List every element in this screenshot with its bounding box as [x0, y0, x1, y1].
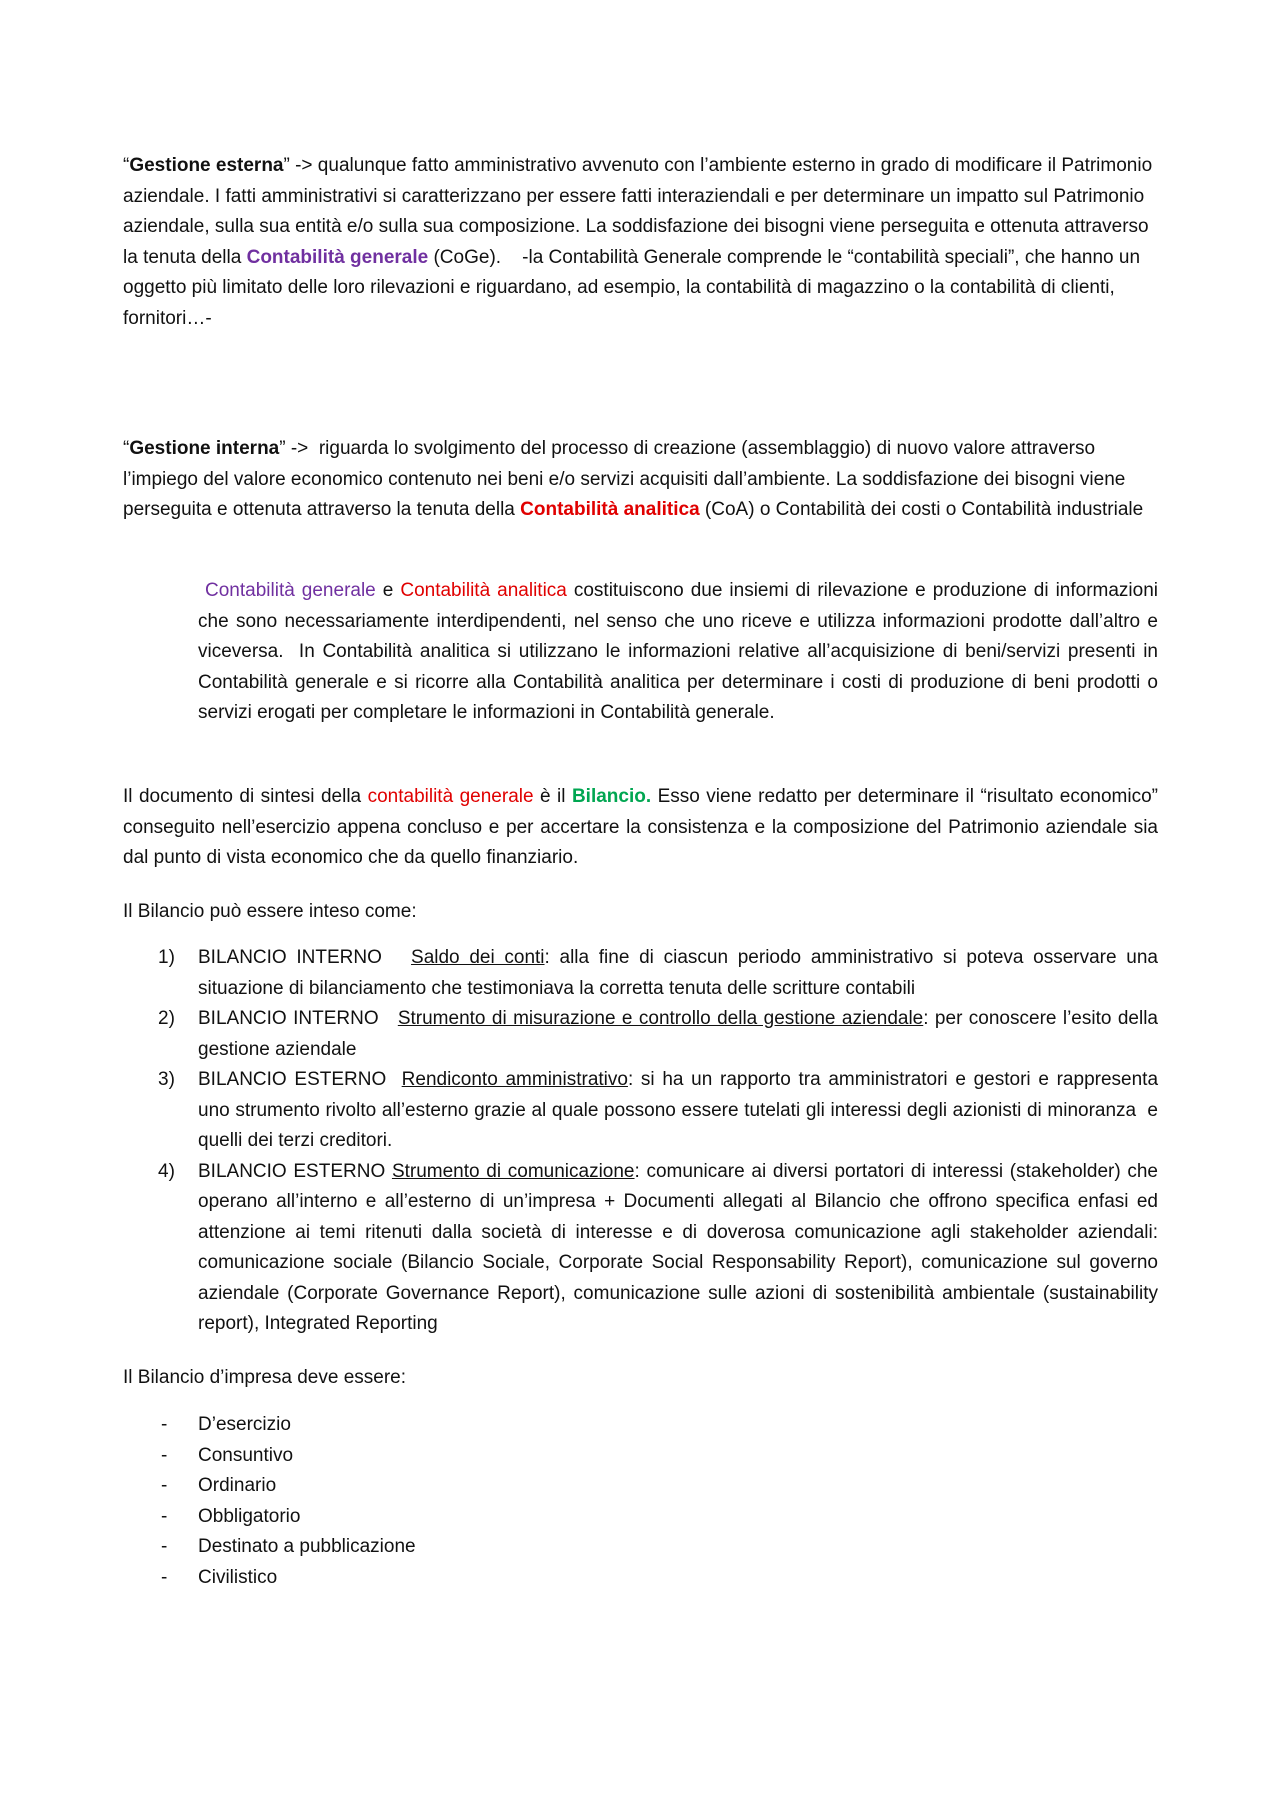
- bilancio-kind: BILANCIO INTERNO: [198, 947, 382, 968]
- highlight-contabilita-generale-red: contabilità generale: [367, 786, 534, 807]
- paragraph-text: (CoA) o Contabilità dei costi o Contabilità industriale: [699, 499, 1144, 520]
- paragraph-bilancio-deve-essere: Il Bilancio d’impresa deve essere:: [123, 1367, 407, 1388]
- list-item: [123, 1410, 1158, 1441]
- term-gestione-interna: Gestione interna: [129, 438, 280, 459]
- bilancio-types-list: [123, 943, 1158, 1340]
- paragraph-bilancio-inteso: Il Bilancio può essere inteso come:: [123, 901, 417, 922]
- bilancio-kind: BILANCIO ESTERNO: [198, 1069, 387, 1090]
- paragraph-documento-sintesi: [123, 782, 1158, 874]
- bilancio-description: : si ha un rapporto tra amministratori e gestori e rappresenta uno strumento rivolto all’esterno grazie al quale possono essere tutelati gli interessi degli azionisti di minoranza e quelli dei terzi creditori.: [198, 1069, 1159, 1151]
- paragraph-text: ” -> qualunque fatto amministrativo avvenuto con l’ambiente esterno in grado di modificare il Patrimonio aziendale. I fatti amministrativi si caratterizzano per essere fatti interaziendali e per determinare un impatto sul Patrimonio aziendale, sulla sua entità e/o sulla sua composizione. La soddisfazione dei bisogni viene perseguita e ottenuta attraverso la tenuta della: [123, 155, 1153, 268]
- list-item: [123, 1502, 1158, 1533]
- paragraph-text: (CoGe). -la Contabilità Generale comprende le “contabilità speciali”, che hanno un oggetto più limitato delle loro rilevazioni e riguardano, ad esempio, la contabilità di magazzino o la contabilità di clienti, fornitori…-: [123, 246, 1141, 329]
- list-item: [123, 943, 1158, 1004]
- paragraph-text: è il: [533, 786, 572, 807]
- spacer: [379, 1008, 398, 1029]
- list-item-text: Consuntivo: [198, 1444, 294, 1466]
- spacer: [385, 1161, 392, 1182]
- list-item-text: Ordinario: [198, 1475, 277, 1496]
- list-item: [123, 1532, 1158, 1563]
- conjunction: e: [375, 580, 401, 601]
- list-item: [123, 1004, 1158, 1065]
- paragraph-text: Il documento di sintesi della: [123, 786, 368, 807]
- term-gestione-esterna: Gestione esterna: [129, 155, 284, 176]
- paragraph-interdipendenza: [198, 576, 1158, 729]
- dash-bullet: -: [161, 1505, 168, 1527]
- dash-bullet: -: [161, 1414, 168, 1435]
- dash-bullet: -: [161, 1444, 168, 1466]
- list-item: [123, 1563, 1158, 1594]
- bilancio-title: Strumento di comunicazione: [391, 1160, 635, 1182]
- term-contabilita-generale: Contabilità generale: [205, 580, 376, 601]
- list-item: [123, 1157, 1158, 1340]
- highlight-bilancio: Bilancio.: [571, 786, 652, 807]
- list-number: 3): [158, 1069, 175, 1090]
- paragraph-gestione-interna: [123, 434, 1158, 526]
- list-item: [123, 1441, 1158, 1472]
- list-number: 4): [158, 1160, 175, 1182]
- list-item-text: Obbligatorio: [198, 1505, 301, 1527]
- term-contabilita-analitica: Contabilità analitica: [400, 580, 567, 601]
- bilancio-kind: BILANCIO ESTERNO: [198, 1160, 386, 1182]
- requisiti-list: [123, 1410, 1158, 1593]
- paragraph-text: ” -> riguarda lo svolgimento del processo di creazione (assemblaggio) di nuovo valore attraverso l’impiego del valore economico contenuto nei beni e/o servizi acquisiti dall’ambiente. La soddisfazione dei bisogni viene perseguita e ottenuta attraverso la tenuta della: [123, 438, 1126, 520]
- list-item: [123, 1471, 1158, 1502]
- list-item-text: D’esercizio: [198, 1414, 291, 1435]
- list-item-text: Civilistico: [198, 1566, 278, 1588]
- paragraph-text: costituiscono due insiemi di rilevazione e produzione di informazioni che sono necessariamente interdipendenti, nel senso che uno riceve e utilizza informazioni prodotte dall’altro e viceversa. In Contabilità analitica si utilizzano le informazioni relative all’acquisizione di beni/servizi presenti in Contabilità generale e si ricorre alla Contabilità analitica per determinare i costi di produzione di beni prodotti o servizi erogati per completare le informazioni in Contabilità generale.: [198, 580, 1159, 723]
- open-quote: “: [123, 438, 130, 459]
- spacer: [382, 947, 411, 968]
- list-item-text: Destinato a pubblicazione: [198, 1536, 416, 1557]
- bilancio-title: Strumento di misurazione e controllo della gestione aziendale: [397, 1008, 924, 1029]
- bilancio-title: Saldo dei conti: [411, 947, 545, 968]
- spacer: [386, 1069, 401, 1090]
- bilancio-description: : per conoscere l’esito della gestione aziendale: [198, 1008, 1158, 1060]
- list-number: 1): [158, 947, 175, 968]
- dash-bullet: -: [161, 1566, 168, 1588]
- highlight-contabilita-generale: Contabilità generale: [246, 246, 429, 268]
- bilancio-description: : comunicare ai diversi portatori di interessi (stakeholder) che operano all’interno e all’esterno di un’impresa + Documenti allegati al Bilancio che offrono specifica enfasi ed attenzione ai temi ritenuti dalla società di interesse e di doverosa comunicazione agli stakeholder aziendali: comunicazione sociale (Bilancio Sociale, Corporate Social Responsability Report), comunicazione sul governo aziendale (Corporate Governance Report), comunicazione sulle azioni di sostenibilità ambientale (sustainability report), Integrated Reporting: [198, 1160, 1158, 1334]
- bilancio-description: : alla fine di ciascun periodo amministrativo si poteva osservare una situazione di bilanciamento che testimoniava la corretta tenuta delle scritture contabili: [198, 947, 1158, 999]
- paragraph-gestione-esterna: [123, 151, 1158, 334]
- dash-bullet: -: [161, 1536, 168, 1557]
- paragraph-text: Esso viene redatto per determinare il “risultato economico” conseguito nell’esercizio appena concluso e per accertare la consistenza e la composizione del Patrimonio aziendale sia dal punto di vista economico che da quello finanziario.: [123, 786, 1158, 868]
- lead-space: [198, 580, 205, 601]
- dash-bullet: -: [161, 1475, 168, 1496]
- open-quote: “: [123, 155, 130, 176]
- bilancio-kind: BILANCIO INTERNO: [198, 1008, 379, 1029]
- list-item: [123, 1065, 1158, 1157]
- list-number: 2): [158, 1008, 175, 1029]
- highlight-contabilita-analitica: Contabilità analitica: [520, 499, 700, 520]
- bilancio-title: Rendiconto amministrativo: [401, 1069, 628, 1090]
